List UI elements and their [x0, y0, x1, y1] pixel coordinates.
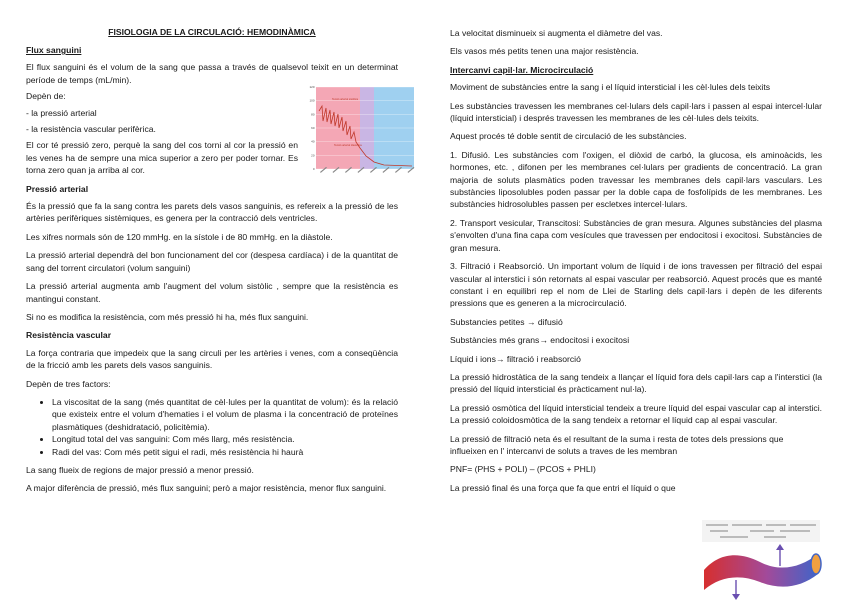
summary-2: Substàncies més grans→ endocitosi i exocitosi: [450, 335, 630, 346]
ph-p1: La pressió hidrostàtica de la sang tendeix a llançar el líquid fora dels capil·lars cap a l'interstici (la pressió del líquid intersticial és pràcticament nul·la).: [450, 371, 822, 395]
inter-p5: 2. Transport vesicular, Transcitosi: Substàncies de gran mesura. Algunes substàncies del plasma s'envolten d'una fina capa com vesícules que travessen per endocitosi i exocitosi. Substàncies de gran mesura.: [450, 217, 822, 253]
inter-p6: 3. Filtració i Reabsorció. Un important volum de líquid i de ions travessen per filtració del espai vascular al interstici i són retornats al espai vascular per reabsorció. Aquest procés que es manté constant i en equilibri rep el nom de Llei de Starling dels capil·lars i depèn de les diferents pressions que es generen a la microcirculació.: [450, 261, 822, 309]
vessel-opening: [811, 554, 821, 574]
pressio-p2: Les xifres normals són de 120 mmHg. en la sístole i de 80 mmHg. en la diàstole.: [26, 231, 333, 242]
ph-p2: La pressió osmòtica del líquid intersticial tendeix a treure líquid del espai vascular cap al interstici. La pressió coloidosmòtica de la sang tendeix a retornar el líquid cap al espai vascular.: [450, 402, 822, 426]
cor-paragraph: El cor té pressió zero, perquè la sang del cos torni al cor la pressió en les venes ha de sempre una mica superior a zero per poder tornar. Es torna zero quan ja arriba al cor.: [26, 140, 298, 176]
inter-heading: Intercanvi capil·lar. Microcirculació: [450, 64, 594, 75]
pressio-p5: Si no es modifica la resistència, com més pressió hi ha, més flux sanguini.: [26, 311, 309, 322]
y-tick-label: 20: [311, 153, 315, 158]
list-item: • Radi del vas: Com més petit sigui el radi, més resistència hi haurà: [52, 446, 398, 458]
vel-p1: La velocitat disminueix si augmenta el diàmetre del vas.: [450, 28, 663, 38]
y-tick-label: 120: [309, 85, 315, 89]
y-tick-label: 80: [311, 112, 315, 117]
capillary-illustration: [700, 518, 822, 600]
resist-heading: Resistència vascular: [26, 330, 112, 341]
depen-item-1: - la pressió arterial: [26, 107, 97, 118]
pressio-p3: La pressió arterial dependrà del bon funcionament del cor (despesa cardíaca) i de la quantitat de sang del torrent circulatori (volum sanguini): [26, 250, 398, 273]
depen-item-2: - la resistència vascular perifèrica.: [26, 124, 156, 135]
capillary-illustration-svg: [700, 518, 822, 600]
y-tick-label: 60: [311, 126, 315, 130]
depen-label: Depèn de:: [26, 91, 66, 102]
pressure-chart: [304, 84, 416, 188]
list-item: • La viscositat de la sang (més quantitat de cèl·lules per la quantitat de volum): és la relació que existeix entre el volum d'hematies i el volum de plasma i la concentració de proteïnes plasmàtiques (deshidratació, policitèmia).: [52, 396, 398, 433]
resist-p2: Depèn de tres factors:: [26, 378, 111, 389]
ph-p3b: influeixen en l' intercanvi de soluts a traves de les membran: [450, 445, 678, 456]
vel-p2: Els vasos més petits tenen una major resistència.: [450, 46, 639, 57]
pressio-p1: És la pressió que fa la sang contra les parets dels vasos sanguinis, es refereix a la pressió de les artèries perifèriques sistèmiques, es genera per la contracció dels ventricles.: [26, 201, 398, 224]
inter-p4: 1. Difusió. Les substàncies com l'oxigen, el diòxid de carbó, la glucosa, els aminoàcids, les hormones, etc. , difonen per les membranes cel·lulars per gradients de concentració. La gran majoria de soluts plasmàtics poden travessar les membranes dels capil·lars vasculars. Les substàncies liposolubles poden passar per la doble capa de fosfolípids de les membranes. Les substàncies hidrosolubles passen per escletxes intercel·lulars.: [450, 149, 822, 210]
systolic-annotation: Tensió arterial sistòlica: [332, 98, 359, 101]
inter-p1: Moviment de substàncies entre la sang i el líquid intersticial i les cèl·lules dels teixits: [450, 82, 771, 93]
y-tick-label: 100: [309, 98, 315, 103]
factors-list: [26, 396, 398, 458]
inter-p3: Aquest procés té doble sentit de circulació de les substàncies.: [450, 131, 687, 142]
pressio-heading: Pressió arterial: [26, 183, 89, 194]
pressio-p4: La pressió arterial augmenta amb l'augment del volum sistòlic , sempre que la resistència es mantingui constant.: [26, 281, 398, 304]
resist-p3: La sang flueix de regions de major pressió a menor pressió.: [26, 464, 254, 475]
final-paragraph: La pressió final és una força que fa que entri el líquid o que: [450, 482, 676, 493]
y-tick-label: 0: [312, 167, 315, 171]
list-item: • Longitud total del vas sanguini: Com més llarg, més resistència.: [52, 433, 398, 445]
resist-p4: A major diferència de pressió, més flux sanguini; però a major resistència, menor flux sanguini.: [26, 483, 387, 494]
inter-p2: Les substàncies travessen les membranes cel·lulars dels capil·lars i passen al espai intercel·lular (líquid intersticial) i després travessen les membranes de les cèl·lules dels teixits.: [450, 100, 822, 124]
pnf-formula: PNF= (PHS + POLI) – (PCOS + PHLI): [450, 464, 596, 475]
resist-p1: La força contraria que impedeix que la sang circuli per les artèries i venes, com a conseqüència de la fricció amb les parets dels vasos sanguinis.: [26, 347, 398, 371]
flux-heading: Flux sanguini: [26, 45, 82, 55]
page-title: FISIOLOGIA DE LA CIRCULACIÓ: HEMODINÀMICA: [108, 27, 316, 37]
ph-p3a: La pressió de filtració neta és el resultant de la suma i resta de totes dels pressions que: [450, 433, 784, 444]
summary-1: Substancies petites → difusió: [450, 316, 563, 327]
pressure-chart-svg: [304, 84, 416, 188]
y-tick-label: 40: [311, 139, 315, 144]
flux-paragraph: El flux sanguini és el volum de la sang que passa a través de qualsevol teixit en un determinat període de temps (mL/min).: [26, 62, 398, 85]
diastolic-annotation: Tensió arterial diastòlica: [334, 144, 362, 147]
summary-3: Líquid i ions→ filtració i reabsorció: [450, 353, 581, 364]
